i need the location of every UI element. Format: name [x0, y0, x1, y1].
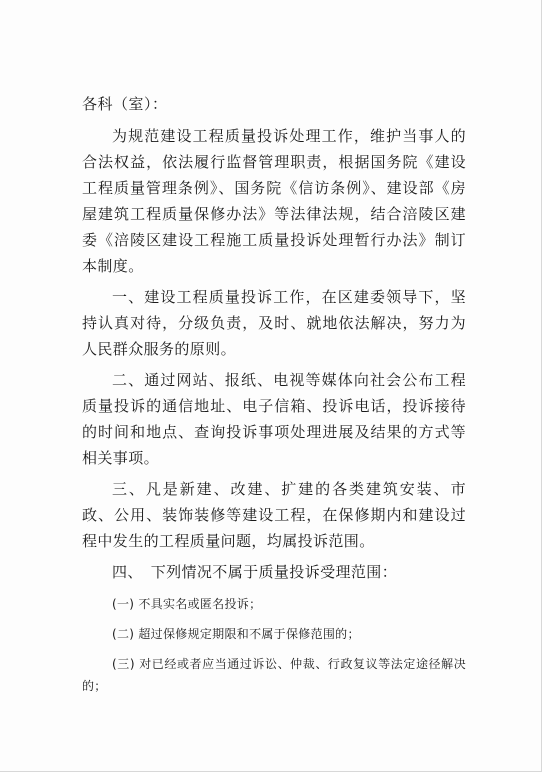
list-item-2: (二) 超过保修规定期限和不属于保修范围的；	[112, 627, 360, 641]
section-4-heading: 四、 下列情况不属于质量投诉受理范围：	[112, 563, 398, 581]
section-1-paragraph: 一、建设工程质量投诉工作，在区建委领导下，坚持认真对待，分级负责，及时、就地依法解决，努力为人民群众服务的原则。	[82, 288, 466, 358]
document-body	[82, 92, 466, 697]
list-item-3: (三) 对已经或者应当通过诉讼、仲裁、行政复议等法定途径解决的；	[82, 657, 466, 693]
section-3-paragraph: 三、凡是新建、改建、扩建的各类建筑安装、市政、公用、装饰装修等建设工程，在保修期内和建设过程中发生的工程质量问题，均属投诉范围。	[82, 480, 466, 550]
salutation: 各科（室）：	[82, 95, 168, 113]
intro-paragraph: 为规范建设工程质量投诉处理工作，维护当事人的合法权益，依法履行监督管理职责，根据国务院《建设工程质量管理条例》、国务院《信访条例》、建设部《房屋建筑工程质量保修办法》等法律法规，结合涪陵区建委《涪陵区建设工程施工质量投诉处理暂行办法》制订本制度。	[82, 127, 466, 275]
list-item-1: (一) 不具实名或匿名投诉；	[112, 597, 262, 611]
section-2-paragraph: 二、通过网站、报纸、电视等媒体向社会公布工程质量投诉的通信地址、电子信箱、投诉电话，投诉接待的时间和地点、查询投诉事项处理进展及结果的方式等相关事项。	[82, 371, 466, 467]
